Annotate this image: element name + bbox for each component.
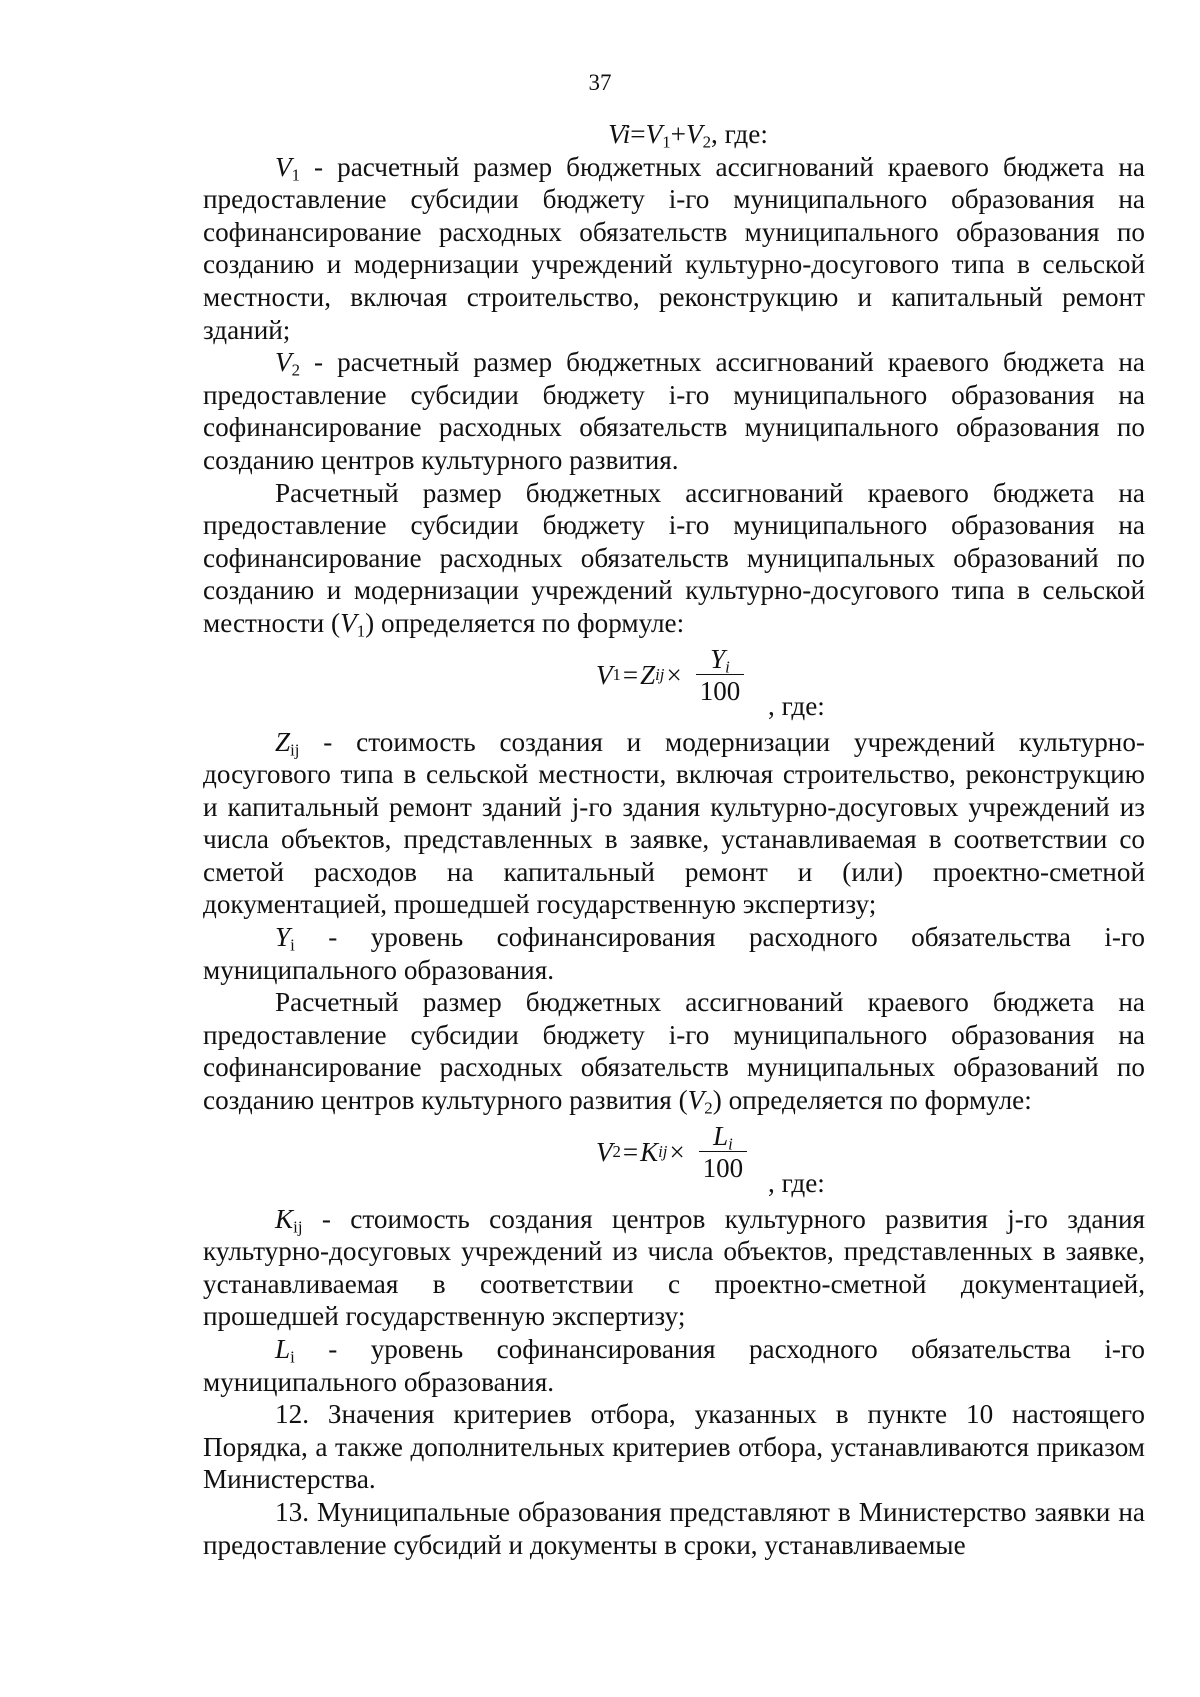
formula-v2-denominator: 100 (702, 1152, 744, 1183)
calc-v1-tail: ) определяется по формуле: (365, 607, 685, 638)
formula-v1-fraction (690, 644, 751, 707)
l-definition-text: - уровень софинансирования расходного обязательства i-го муниципального образования. (203, 1334, 1145, 1397)
formula-v1-numerator-symbol: Y (710, 643, 726, 674)
formula-v1-numerator-sub: i (725, 657, 730, 677)
total-formula-plus: + (670, 119, 686, 149)
formula-v2-numerator-symbol: L (713, 1120, 729, 1151)
formula-v2-numerator-sub: i (728, 1134, 733, 1154)
v1-symbol-sub: 1 (291, 165, 301, 185)
calc-v2-symbol-sub: 2 (704, 1098, 713, 1118)
v2-definition-text: - расчетный размер бюджетных ассигнований краевого бюджета на предоставление субсидии бюджету i-го муниципального образования на софинансирование расходных обязательств муниципального образования по созданию центров культурного развития. (203, 347, 1145, 475)
calc-v1-paragraph (203, 477, 1145, 640)
total-formula-v1-sub: 1 (662, 132, 671, 152)
formula-v2-times: × (669, 1136, 685, 1167)
y-symbol: Y (275, 922, 291, 953)
calc-v2-tail: ) определяется по формуле: (712, 1085, 1032, 1116)
formula-v1-times: × (666, 659, 682, 690)
formula-v1-lhs: V (596, 659, 613, 690)
total-formula-v1: V (645, 119, 663, 149)
calc-v1-symbol: V (340, 607, 357, 638)
formula-v2-block (203, 1117, 1145, 1203)
l-definition (203, 1333, 1145, 1398)
v1-definition-text: - расчетный размер бюджетных ассигнований краевого бюджета на предоставление субсидии бюджету i-го муниципального образования на софинансирование расходных обязательств муниципального образования по созданию и модернизации учреждений культурно-досугового типа в сельской местности, включая строительство, реконструкцию и капитальный ремонт зданий; (203, 151, 1145, 345)
formula-v1-coef: Z (640, 659, 656, 690)
total-formula-tail: , где: (711, 119, 768, 149)
formula-v2: V 2 = K ij × $\frac{L_i}{100}$ (596, 1121, 753, 1184)
formula-v1-where: , где: (768, 690, 825, 721)
l-symbol: L (275, 1334, 291, 1364)
formula-v2-numerator (699, 1121, 747, 1152)
document-body (203, 118, 1145, 1561)
k-symbol-sub: ij (293, 1217, 303, 1237)
formula-v2-lhs: V (596, 1136, 613, 1167)
z-symbol-sub: ij (290, 740, 300, 760)
formula-v1-eq: = (622, 659, 639, 690)
calc-v1-text: Расчетный размер бюджетных ассигнований краевого бюджета на предоставление субсидии бюджету i-го муниципального образования на софинансирование расходных обязательств муниципальных образований по созданию и модернизации учреждений культурно-досугового типа в сельской местности ( (203, 477, 1145, 638)
z-definition (203, 726, 1145, 922)
y-symbol-sub: i (290, 935, 295, 955)
z-symbol: Z (275, 726, 291, 757)
total-formula-v2-sub: 2 (702, 132, 712, 152)
calc-v2-paragraph (203, 986, 1145, 1116)
item-12: 12. Значения критериев отбора, указанных в пункте 10 настоящего Порядка, а также дополнительных критериев отбора, устанавливаются приказом Министерства. (203, 1399, 1145, 1495)
z-definition-text: - стоимость создания и модернизации учреждений культурно-досугового типа в сельской местности, включая строительство, реконструкцию и капитальный ремонт зданий j-го здания культурно-досуговых учреждений из числа объектов, представленных в заявке, устанавливаемая в соответствии со сметой расходов на капитальный ремонт и (или) проектно-сметной документацией, прошедшей государственную экспертизу; (203, 726, 1145, 920)
v2-symbol: V (275, 347, 292, 378)
k-definition-text: - стоимость создания центров культурного развития j-го здания культурно-досуговых учреждений из числа объектов, представленных в заявке, устанавливаемая в соответствии с проектно-сметной документацией, прошедшей государственную экспертизу; (203, 1203, 1145, 1332)
formula-v1-numerator (696, 644, 744, 675)
formula-v2-fraction (693, 1121, 754, 1184)
total-formula-v2: V (686, 119, 703, 149)
v2-definition (203, 346, 1145, 476)
y-definition (203, 921, 1145, 986)
formula-v1: V 1 = Z ij × $\frac{Y_i}{100}$ (596, 644, 750, 707)
formula-v2-coef: K (640, 1136, 659, 1167)
l-symbol-sub: i (290, 1347, 295, 1367)
total-formula-eq: = (630, 119, 646, 149)
calc-v2-symbol: V (687, 1085, 705, 1116)
calc-v1-symbol-sub: 1 (356, 621, 366, 641)
formula-v1-block (203, 640, 1145, 726)
y-definition-text: - уровень софинансирования расходного обязательства i-го муниципального образования. (203, 922, 1145, 985)
v2-symbol-sub: 2 (291, 360, 301, 380)
k-definition (203, 1203, 1145, 1333)
calc-v2-text: Расчетный размер бюджетных ассигнований краевого бюджета на предоставление субсидии бюджету i-го муниципального образования на софинансирование расходных обязательств муниципальных образований по созданию центров культурного развития ( (203, 987, 1145, 1116)
formula-v2-where: , где: (768, 1167, 825, 1198)
formula-v2-eq: = (622, 1136, 639, 1167)
page-number: 37 (588, 70, 612, 95)
k-symbol: K (275, 1203, 294, 1234)
item-13: 13. Муниципальные образования представляют в Министерство заявки на предоставление субсидий и документы в сроки, устанавливаемые (203, 1496, 1145, 1560)
formula-v1-denominator: 100 (699, 675, 741, 706)
v1-definition (203, 151, 1145, 347)
v1-symbol: V (275, 151, 292, 182)
total-formula-lhs: Vi (608, 119, 631, 149)
total-formula (203, 118, 1145, 151)
